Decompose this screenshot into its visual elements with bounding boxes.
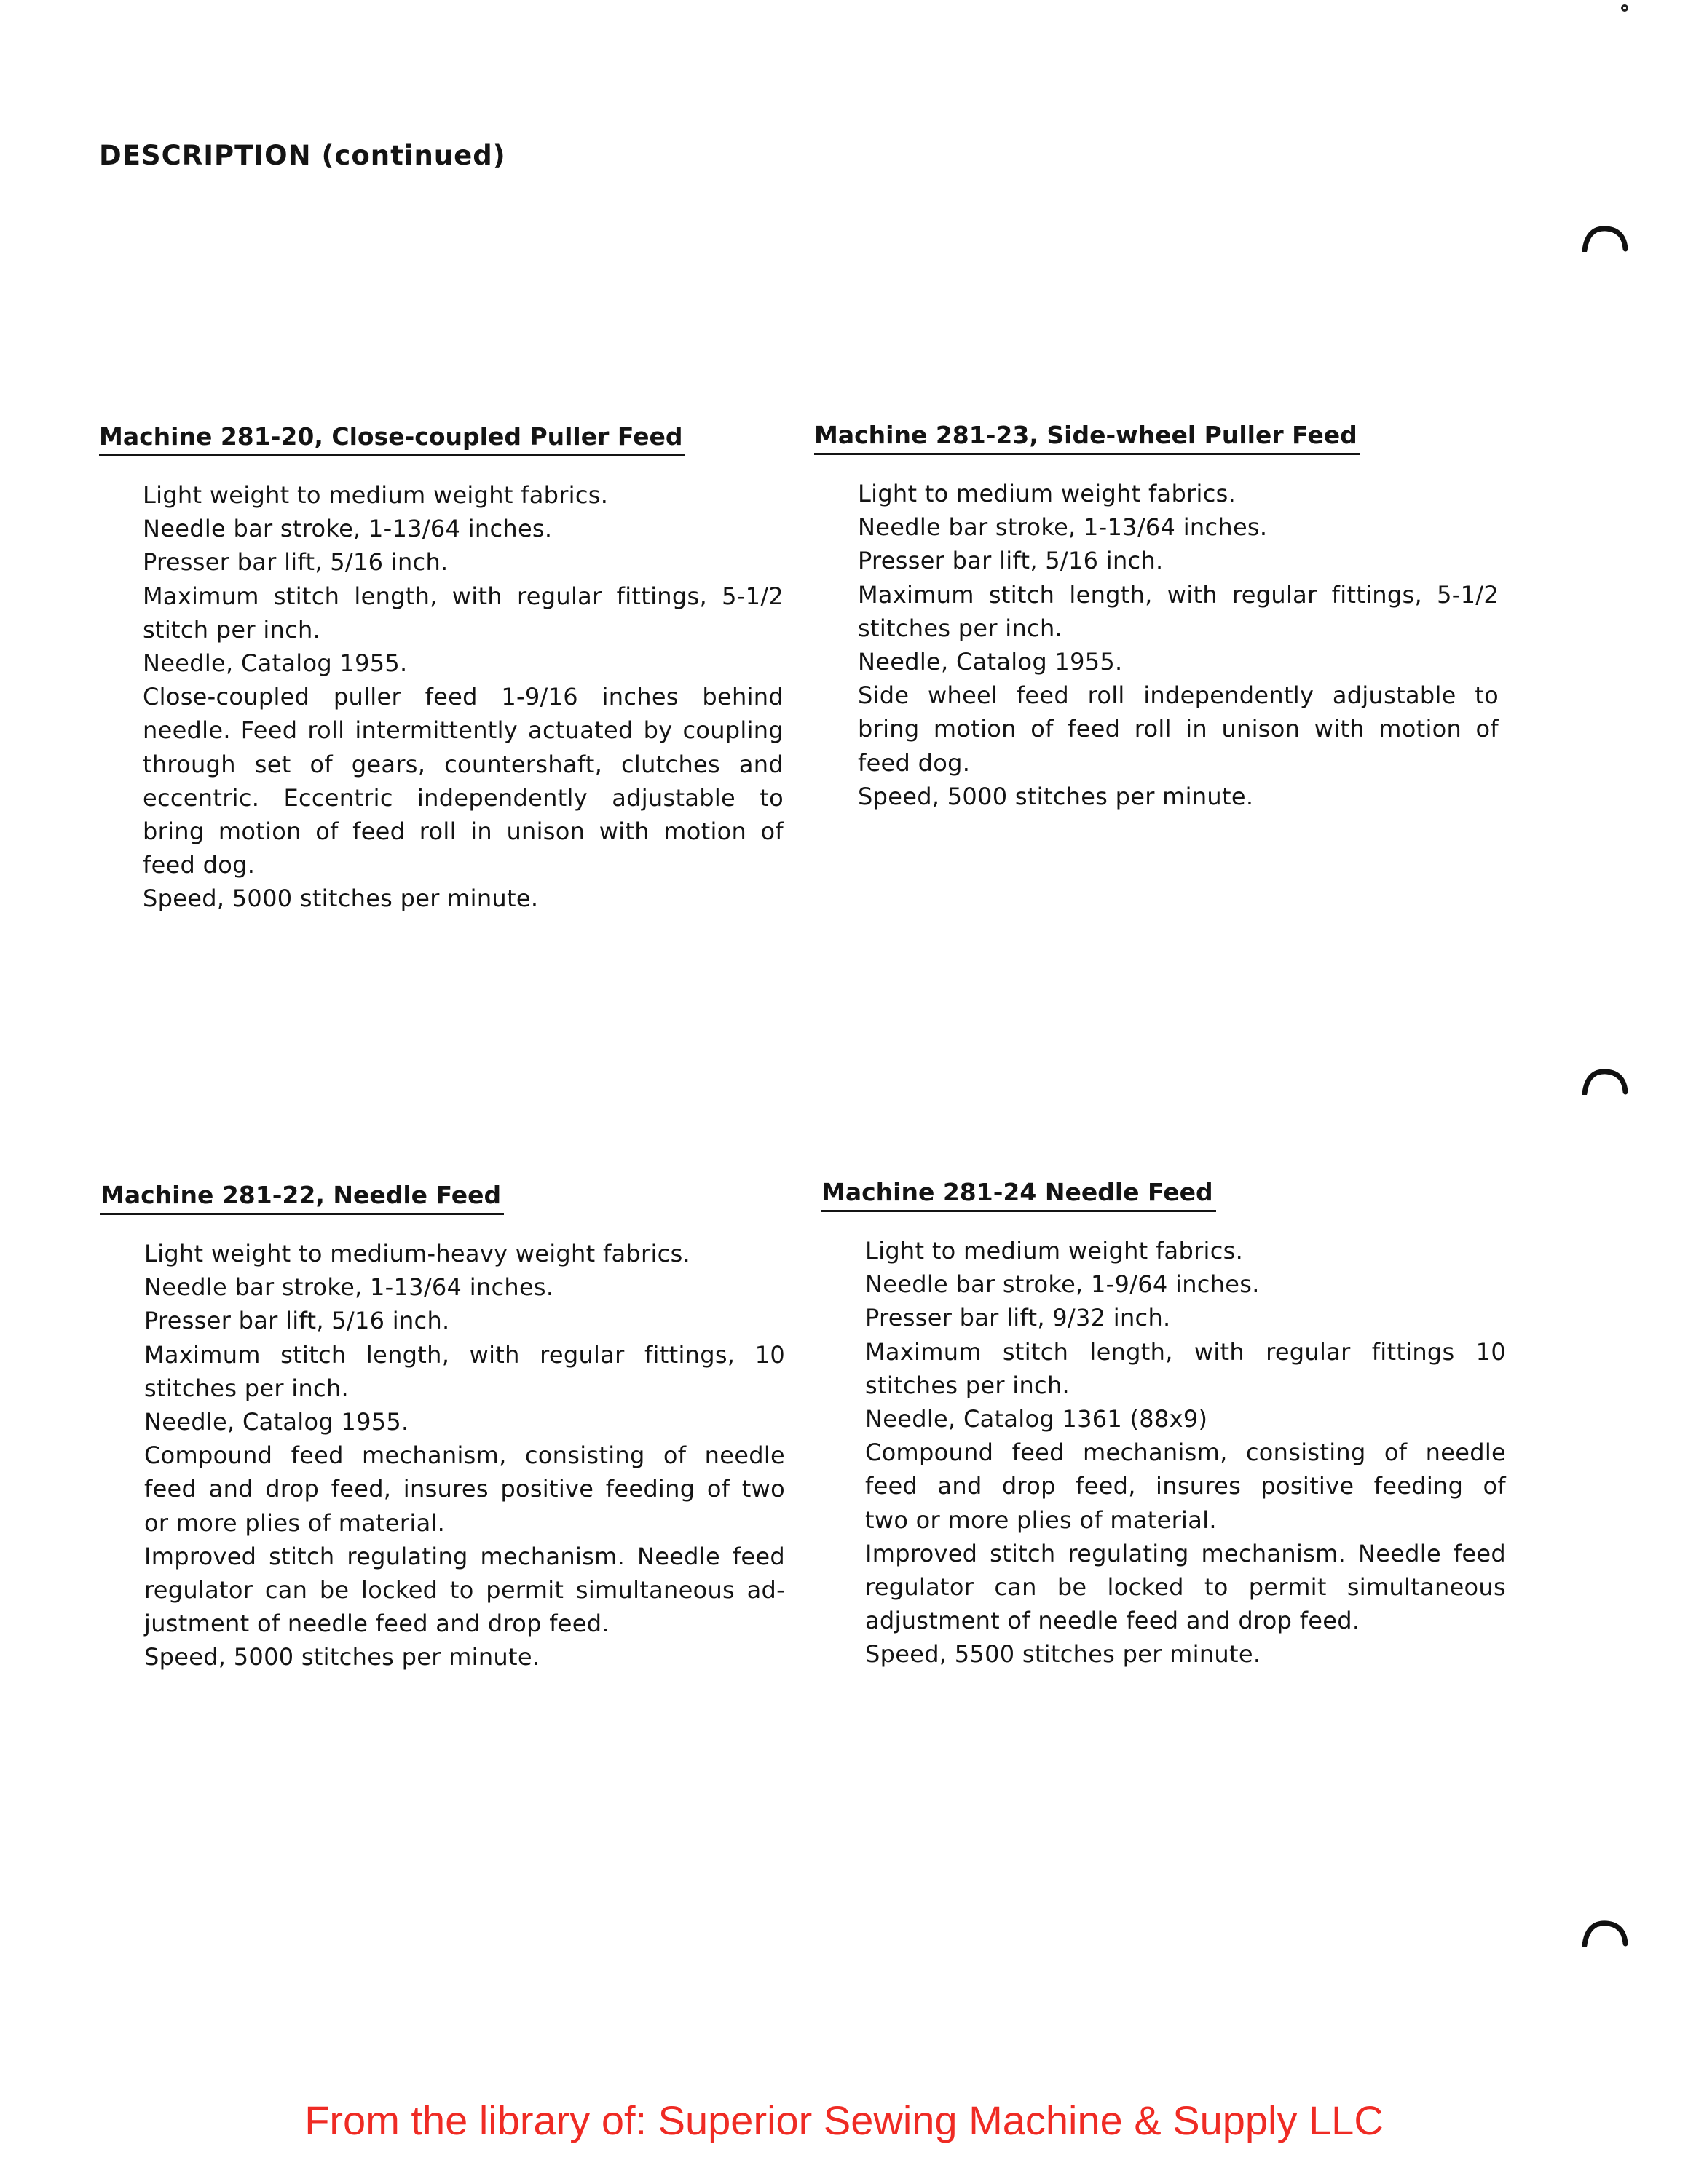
spec-line: Needle bar stroke, 1-13/64 inches. — [143, 515, 553, 543]
spec-line: Compound feed mechanism, consisting of needle — [144, 1441, 785, 1470]
spec-line: Presser bar lift, 5/16 inch. — [144, 1307, 450, 1335]
spec-line: feed and drop feed, insures positive feeding of two — [144, 1475, 785, 1503]
spec-line: regulator can be locked to permit simultaneous ad- — [144, 1576, 785, 1605]
heading-title: DESCRIPTION — [99, 140, 312, 171]
spec-line: through set of gears, countershaft, clutches and — [143, 750, 784, 778]
spec-line: or more plies of material. — [144, 1508, 446, 1537]
spec-line: eccentric. Eccentric independently adjustable to — [143, 783, 784, 812]
punch-hole-icon — [1582, 1067, 1628, 1095]
punch-hole-icon — [1582, 1919, 1628, 1947]
scan-mark-icon — [1620, 3, 1630, 13]
spec-line: Maximum stitch length, with regular fittings, 5-1/2 — [143, 582, 784, 610]
spec-line: stitches per inch. — [858, 614, 1063, 642]
section-281-23 — [814, 419, 1499, 813]
spec-line: Speed, 5000 stitches per minute. — [858, 782, 1254, 810]
spec-line: Light to medium weight fabrics. — [865, 1237, 1244, 1265]
spec-line: Presser bar lift, 5/16 inch. — [143, 548, 449, 577]
spec-line: adjustment of needle feed and drop feed. — [865, 1607, 1360, 1635]
spec-line: Improved stitch regulating mechanism. Needle feed — [144, 1542, 785, 1570]
spec-line: Speed, 5000 stitches per minute. — [143, 885, 539, 913]
spec-line: stitch per inch. — [143, 615, 321, 644]
spec-line: Speed, 5500 stitches per minute. — [865, 1640, 1261, 1669]
section-281-22 — [100, 1179, 785, 1674]
spec-line: regulator can be locked to permit simultaneous — [865, 1573, 1506, 1602]
section-title: Machine 281-22, Needle Feed — [100, 1179, 504, 1215]
spec-line: Needle, Catalog 1361 (88x9) — [865, 1405, 1208, 1433]
spec-line: Needle, Catalog 1955. — [144, 1408, 409, 1436]
spec-line: Compound feed mechanism, consisting of needle — [865, 1439, 1506, 1467]
spec-line: stitches per inch. — [144, 1374, 350, 1402]
section-281-20 — [99, 421, 784, 916]
spec-line: Needle bar stroke, 1-9/64 inches. — [865, 1270, 1260, 1299]
spec-line: Light weight to medium-heavy weight fabrics. — [144, 1240, 691, 1267]
spec-line: Side wheel feed roll independently adjustable to — [858, 681, 1499, 710]
spec-line: Maximum stitch length, with regular fittings 10 — [865, 1337, 1506, 1366]
punch-hole-icon — [1582, 224, 1628, 252]
spec-line: Improved stitch regulating mechanism. Needle feed — [865, 1539, 1506, 1567]
spec-line: feed dog. — [143, 851, 256, 879]
spec-line: feed and drop feed, insures positive feeding of — [865, 1472, 1506, 1500]
spec-line: stitches per inch. — [865, 1371, 1070, 1399]
spec-line: Presser bar lift, 5/16 inch. — [858, 547, 1164, 575]
spec-line: Needle bar stroke, 1-13/64 inches. — [858, 513, 1268, 542]
spec-line: Light to medium weight fabrics. — [858, 480, 1237, 507]
spec-line: two or more plies of material. — [865, 1506, 1217, 1534]
spec-line: needle. Feed roll intermittently actuated by coupling — [143, 716, 784, 745]
section-title: Machine 281-24 Needle Feed — [821, 1176, 1216, 1212]
section-281-24 — [821, 1176, 1506, 1671]
section-title: Machine 281-20, Close-coupled Puller Feed — [99, 421, 685, 456]
spec-line: Maximum stitch length, with regular fittings, 5-1/2 — [858, 580, 1499, 609]
spec-line: Close-coupled puller feed 1-9/16 inches behind — [143, 683, 784, 711]
spec-list — [143, 478, 784, 916]
spec-list — [144, 1237, 785, 1674]
spec-line: Presser bar lift, 9/32 inch. — [865, 1304, 1171, 1332]
spec-line: Needle, Catalog 1955. — [143, 649, 408, 678]
spec-line: Speed, 5000 stitches per minute. — [144, 1643, 540, 1671]
section-title: Machine 281-23, Side-wheel Puller Feed — [814, 419, 1360, 455]
spec-line: feed dog. — [858, 748, 971, 777]
library-footer: From the library of: Superior Sewing Machine & Supply LLC — [304, 2097, 1384, 2143]
spec-line: Maximum stitch length, with regular fittings, 10 — [144, 1340, 785, 1369]
spec-line: Needle bar stroke, 1-13/64 inches. — [144, 1273, 554, 1302]
page-heading — [99, 140, 506, 171]
spec-line: bring motion of feed roll in unison with motion of — [858, 715, 1499, 743]
spec-list — [865, 1234, 1506, 1671]
spec-list — [858, 477, 1499, 813]
heading-suffix: (continued) — [321, 140, 506, 171]
spec-line: Light weight to medium weight fabrics. — [143, 481, 609, 509]
spec-line: bring motion of feed roll in unison with motion of — [143, 818, 784, 846]
spec-line: Needle, Catalog 1955. — [858, 648, 1123, 676]
spec-line: justment of needle feed and drop feed. — [144, 1610, 610, 1638]
